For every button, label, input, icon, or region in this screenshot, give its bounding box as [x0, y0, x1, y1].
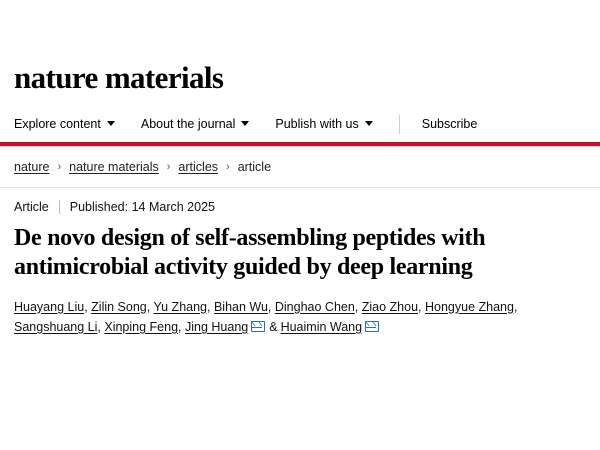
breadcrumb-separator-icon: › — [57, 161, 62, 173]
breadcrumb — [0, 147, 600, 174]
nav-divider — [399, 115, 400, 134]
author-link[interactable]: Huaimin Wang — [280, 319, 363, 334]
author-separator: , — [267, 299, 275, 314]
breadcrumb-item-article: article — [237, 160, 272, 174]
author-link[interactable]: Bihan Wu — [213, 299, 268, 314]
author-separator: , — [207, 299, 214, 314]
main-navigation — [0, 115, 600, 134]
author-link[interactable]: Sangshuang Li — [14, 319, 98, 334]
author-separator: , — [354, 299, 362, 314]
published-date-label: Published: 14 March 2025 — [69, 200, 215, 214]
author-link[interactable]: Xinping Feng — [104, 319, 179, 334]
author-link[interactable]: Huayang Liu — [14, 299, 85, 314]
nav-label: Subscribe — [421, 116, 478, 131]
author-link[interactable]: Hongyue Zhang — [424, 299, 514, 314]
email-icon[interactable] — [365, 321, 379, 332]
author-conjunction: & — [269, 319, 278, 334]
author-separator: , — [513, 299, 518, 314]
author-link[interactable]: Ziao Zhou — [361, 299, 419, 314]
author-list — [0, 283, 600, 338]
author-link[interactable]: Dinghao Chen — [274, 299, 355, 314]
author-link[interactable]: Zilin Song — [91, 299, 147, 314]
top-whitespace — [0, 0, 600, 62]
breadcrumb-separator-icon: › — [226, 161, 230, 173]
author-link[interactable]: Jing Huang — [184, 319, 249, 334]
nav-item-about-the-journal[interactable] — [141, 117, 250, 133]
nav-label: Explore content — [14, 116, 101, 131]
meta-divider — [59, 200, 60, 214]
journal-logo[interactable]: nature materials — [14, 60, 224, 95]
article-meta — [0, 188, 600, 214]
article-type-label: Article — [14, 200, 49, 214]
chevron-down-icon — [365, 121, 373, 126]
breadcrumb-item-nature-materials[interactable]: nature materials — [69, 160, 159, 174]
author-link[interactable]: Yu Zhang — [153, 299, 207, 314]
nav-item-subscribe[interactable] — [422, 117, 478, 133]
breadcrumb-separator-icon: › — [166, 161, 171, 173]
page-title: De novo design of self-assembling peptides with antimicrobial activity guided by deep learning — [14, 225, 486, 281]
author-separator: , — [84, 299, 92, 314]
author-separator: , — [418, 299, 425, 314]
author-separator: , — [146, 299, 154, 314]
breadcrumb-item-nature[interactable]: nature — [14, 160, 50, 174]
chevron-down-icon — [107, 121, 115, 126]
nav-label: About the journal — [140, 116, 236, 131]
nav-item-publish-with-us[interactable] — [275, 117, 372, 133]
nav-label: Publish with us — [275, 116, 359, 131]
author-separator: , — [178, 319, 185, 334]
email-icon[interactable] — [251, 321, 265, 332]
masthead — [0, 62, 600, 95]
nav-item-explore-content[interactable] — [14, 117, 115, 133]
chevron-down-icon — [241, 121, 249, 126]
author-separator: , — [97, 319, 105, 334]
breadcrumb-item-articles[interactable]: articles — [178, 160, 219, 174]
